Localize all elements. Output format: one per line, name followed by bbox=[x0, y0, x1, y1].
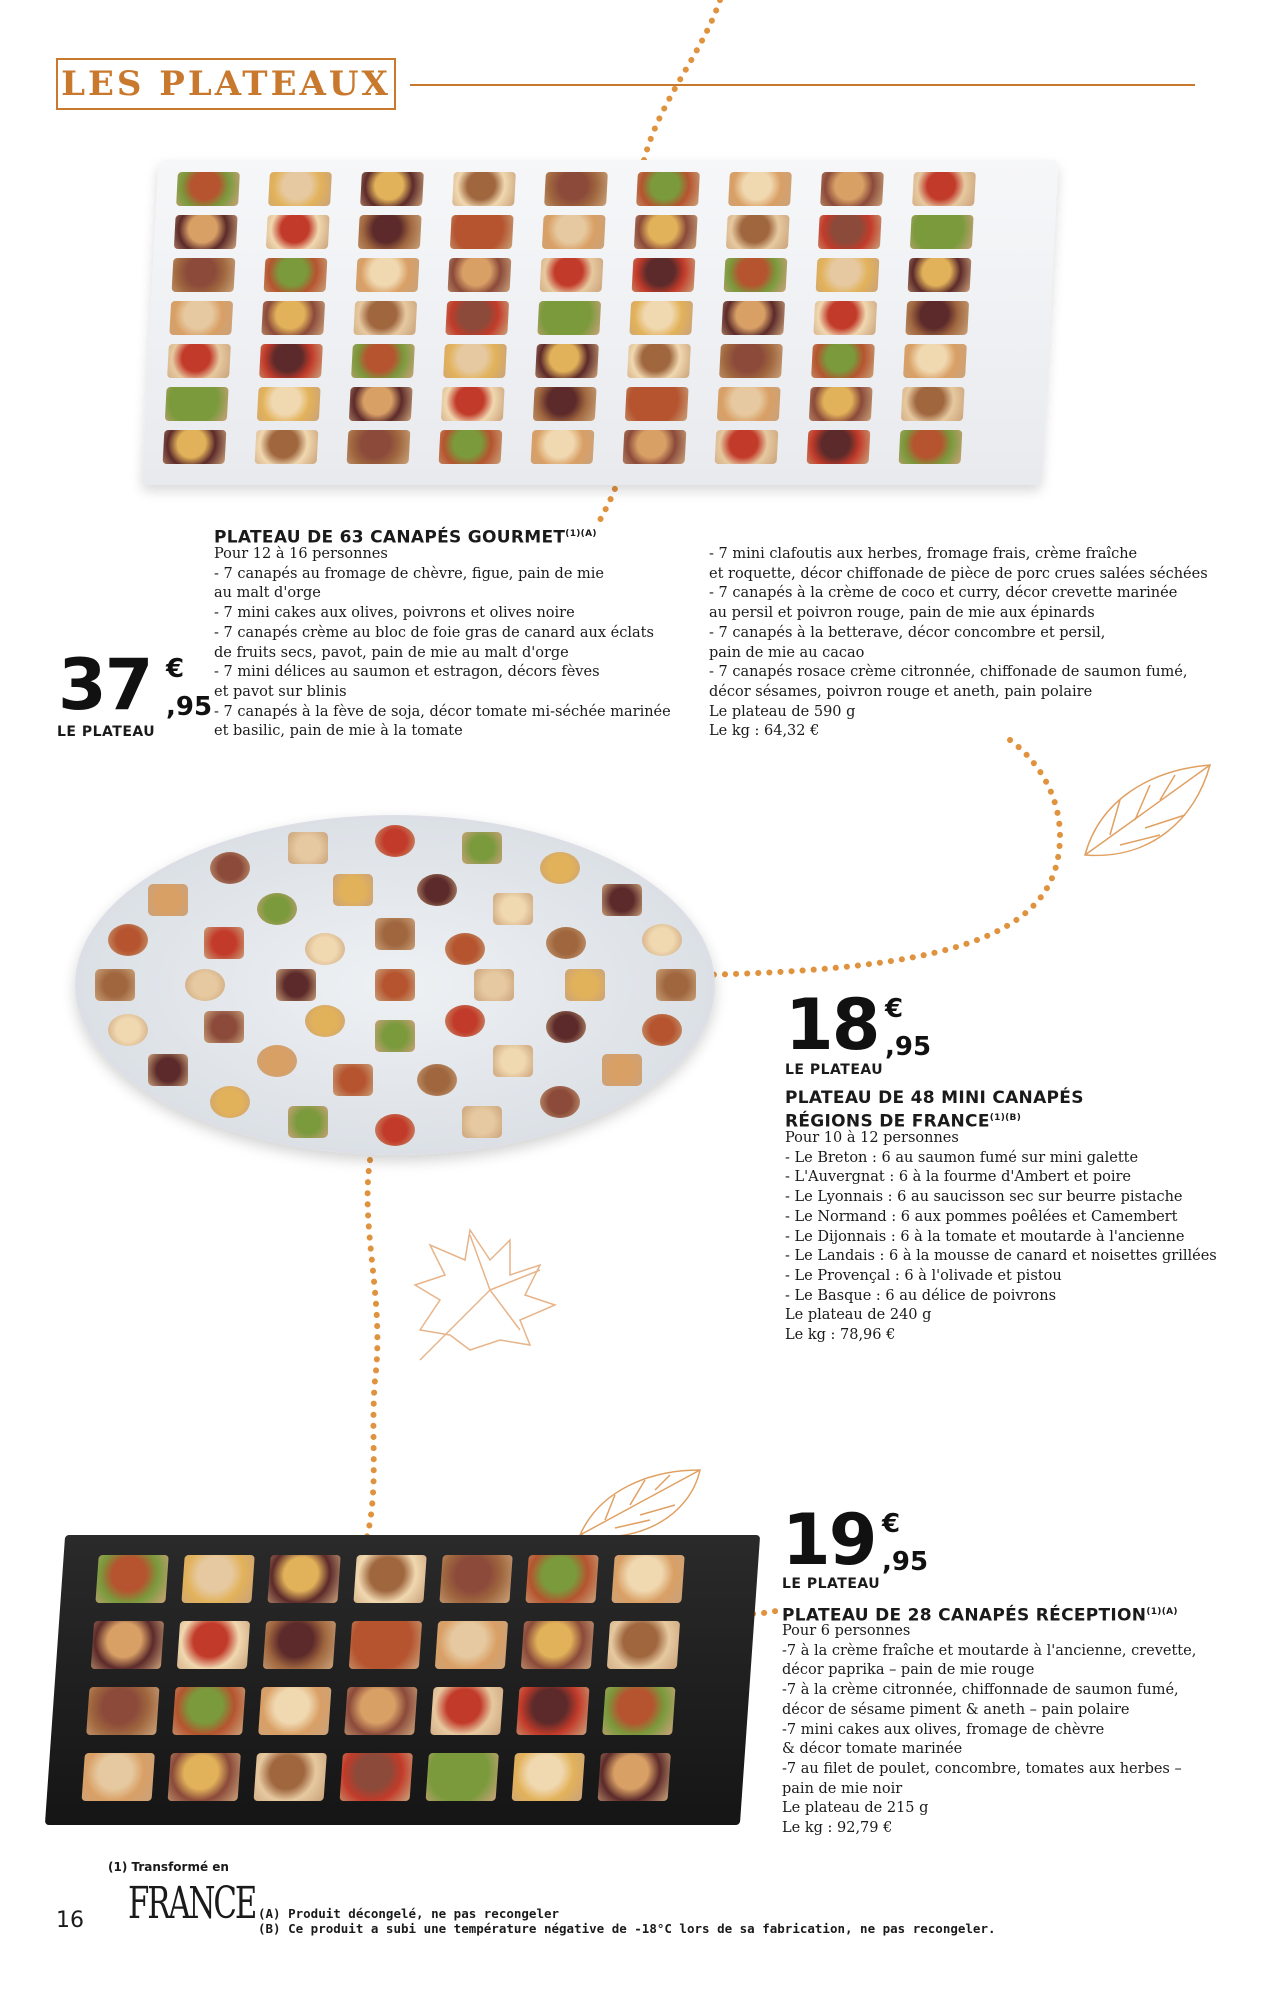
canape bbox=[537, 301, 601, 335]
description-line: - 7 canapés au fromage de chèvre, figue, pain de mie bbox=[214, 565, 604, 582]
description-line: - Le Provençal : 6 à l'olivade et pistou bbox=[785, 1267, 1062, 1284]
canape bbox=[257, 387, 321, 421]
canape bbox=[818, 215, 882, 249]
price-plateau-28 bbox=[782, 1499, 942, 1585]
canape bbox=[542, 215, 606, 249]
canape bbox=[417, 874, 457, 906]
price-currency: € bbox=[885, 994, 904, 1024]
product-title-text: PLATEAU DE 63 CANAPÉS GOURMET bbox=[214, 527, 566, 548]
product-title-footnote: (1)(A) bbox=[565, 529, 597, 539]
canape bbox=[809, 387, 873, 421]
canape bbox=[267, 1555, 340, 1603]
canape bbox=[726, 215, 790, 249]
canape bbox=[813, 301, 877, 335]
canape bbox=[177, 1621, 250, 1669]
canape bbox=[441, 387, 505, 421]
price-decimals: ,95 bbox=[885, 1032, 932, 1062]
description-line: décor sésames, poivron rouge et aneth, pain polaire bbox=[709, 683, 1093, 700]
product-image-plateau-28 bbox=[45, 1535, 760, 1825]
canape bbox=[903, 344, 967, 378]
price-decimals: ,95 bbox=[882, 1547, 929, 1577]
canape bbox=[636, 172, 700, 206]
canape bbox=[375, 1020, 415, 1052]
description-line: et pavot sur blinis bbox=[214, 683, 347, 700]
canape bbox=[623, 430, 687, 464]
canape bbox=[172, 1687, 245, 1735]
canape bbox=[349, 1621, 422, 1669]
canape bbox=[632, 258, 696, 292]
canape bbox=[540, 1086, 580, 1118]
description-line: au persil et poivron rouge, pain de mie aux épinards bbox=[709, 605, 1095, 622]
canape bbox=[462, 1106, 502, 1138]
origin-france-logo: FRANCE bbox=[128, 1878, 256, 1929]
price-integer: 37 bbox=[58, 644, 152, 726]
description-line: de fruits secs, pavot, pain de mie au malt d'orge bbox=[214, 644, 569, 661]
description-line: - 7 canapés à la fève de soja, décor tomate mi-séchée marinée bbox=[214, 703, 671, 720]
canape bbox=[811, 344, 875, 378]
canape bbox=[258, 1687, 331, 1735]
price-integer: 19 bbox=[782, 1499, 876, 1581]
canape bbox=[516, 1687, 589, 1735]
price-plateau-63 bbox=[58, 644, 218, 730]
description-line: - Le Dijonnais : 6 à la tomate et moutarde à l'ancienne bbox=[785, 1228, 1185, 1245]
canape bbox=[525, 1555, 598, 1603]
maple-leaf-icon bbox=[415, 1230, 555, 1360]
canape bbox=[358, 215, 422, 249]
canape bbox=[148, 884, 188, 916]
canape bbox=[351, 344, 415, 378]
canape bbox=[439, 1555, 512, 1603]
description-line: Le kg : 64,32 € bbox=[709, 723, 820, 740]
canape bbox=[288, 1106, 328, 1138]
description-line: Pour 6 personnes bbox=[782, 1623, 911, 1639]
canape bbox=[266, 215, 330, 249]
canape bbox=[259, 344, 323, 378]
canape bbox=[82, 1753, 155, 1801]
canape bbox=[375, 918, 415, 950]
product-title bbox=[785, 1088, 1084, 1132]
canape bbox=[288, 832, 328, 864]
canape bbox=[598, 1753, 671, 1801]
canape bbox=[540, 258, 604, 292]
page-number: 16 bbox=[56, 1908, 84, 1933]
canape bbox=[356, 258, 420, 292]
canape bbox=[185, 969, 225, 1001]
canape bbox=[602, 1054, 642, 1086]
canape bbox=[611, 1555, 684, 1603]
dotted-path-middle bbox=[700, 740, 1060, 975]
description-line: pain de mie au cacao bbox=[709, 644, 865, 661]
product-title-footnote: (1)(A) bbox=[1146, 1607, 1178, 1617]
canape bbox=[656, 969, 696, 1001]
canape bbox=[264, 258, 328, 292]
canape bbox=[715, 430, 779, 464]
canape bbox=[719, 344, 783, 378]
price-integer: 18 bbox=[785, 984, 879, 1066]
description-line: décor de sésame piment & aneth – pain polaire bbox=[782, 1701, 1130, 1718]
canape bbox=[210, 852, 250, 884]
canape bbox=[261, 301, 325, 335]
description-line: Pour 12 à 16 personnes bbox=[214, 546, 388, 562]
canape bbox=[95, 969, 135, 1001]
description-line: - 7 mini cakes aux olives, poivrons et olives noire bbox=[214, 605, 575, 622]
canape bbox=[445, 301, 509, 335]
description-line: décor paprika – pain de mie rouge bbox=[782, 1662, 1035, 1679]
canape bbox=[493, 1045, 533, 1077]
canape bbox=[305, 1005, 345, 1037]
price-currency: € bbox=[882, 1509, 901, 1539]
description-line: Le kg : 92,79 € bbox=[782, 1820, 893, 1837]
canape bbox=[91, 1621, 164, 1669]
description-line: & décor tomate marinée bbox=[782, 1741, 963, 1758]
canape bbox=[95, 1555, 168, 1603]
product-description bbox=[785, 1129, 1217, 1346]
canape bbox=[546, 1011, 586, 1043]
canape bbox=[450, 215, 514, 249]
canape bbox=[602, 1687, 675, 1735]
canape bbox=[435, 1621, 508, 1669]
origin-label: (1) Transformé en bbox=[108, 1860, 229, 1874]
canape bbox=[344, 1687, 417, 1735]
description-line: Le plateau de 215 g bbox=[782, 1800, 929, 1817]
canape bbox=[174, 215, 238, 249]
canape bbox=[347, 430, 411, 464]
canape bbox=[448, 258, 512, 292]
canape bbox=[360, 172, 424, 206]
canape bbox=[257, 1045, 297, 1077]
canape bbox=[375, 969, 415, 1001]
canape bbox=[417, 1064, 457, 1096]
canape bbox=[168, 1753, 241, 1801]
canape bbox=[717, 387, 781, 421]
description-line: et basilic, pain de mie à la tomate bbox=[214, 723, 463, 740]
canape bbox=[165, 387, 229, 421]
description-line: -7 à la crème citronnée, chiffonnade de saumon fumé, bbox=[782, 1682, 1179, 1699]
description-line: Le plateau de 590 g bbox=[709, 703, 856, 720]
canape bbox=[728, 172, 792, 206]
footnote-a: (A) Produit décongelé, ne pas recongeler bbox=[258, 1906, 560, 1921]
canape bbox=[353, 301, 417, 335]
description-line: - Le Basque : 6 au délice de poivrons bbox=[785, 1287, 1057, 1304]
canape bbox=[204, 927, 244, 959]
description-line: au malt d'orge bbox=[214, 585, 321, 602]
canape bbox=[172, 258, 236, 292]
canape bbox=[210, 1086, 250, 1118]
canape bbox=[86, 1687, 159, 1735]
product-title-line1: PLATEAU DE 48 MINI CANAPÉS bbox=[785, 1088, 1084, 1108]
product-image-plateau-48 bbox=[75, 815, 715, 1155]
canape bbox=[493, 893, 533, 925]
canape bbox=[910, 215, 974, 249]
canape bbox=[724, 258, 788, 292]
description-line: - Le Breton : 6 au saumon fumé sur mini galette bbox=[785, 1149, 1139, 1166]
canape bbox=[642, 924, 682, 956]
description-line: Le plateau de 240 g bbox=[785, 1307, 932, 1324]
product-description-left bbox=[214, 545, 671, 742]
canape bbox=[607, 1621, 680, 1669]
canape bbox=[521, 1621, 594, 1669]
canape bbox=[462, 832, 502, 864]
description-line: - 7 canapés à la betterave, décor concombre et persil, bbox=[709, 624, 1106, 641]
canape bbox=[430, 1687, 503, 1735]
canape bbox=[445, 933, 485, 965]
canape bbox=[443, 344, 507, 378]
canape bbox=[445, 1005, 485, 1037]
section-title: LES PLATEAUX bbox=[56, 58, 396, 110]
canape bbox=[535, 344, 599, 378]
canape bbox=[426, 1753, 499, 1801]
description-line: - 7 mini délices au saumon et estragon, décors fèves bbox=[214, 664, 600, 681]
canape bbox=[721, 301, 785, 335]
canape bbox=[627, 344, 691, 378]
canape bbox=[905, 301, 969, 335]
canape bbox=[908, 258, 972, 292]
canape bbox=[807, 430, 871, 464]
canape bbox=[263, 1621, 336, 1669]
description-line: -7 mini cakes aux olives, fromage de chèvre bbox=[782, 1721, 1105, 1738]
canape bbox=[533, 387, 597, 421]
canape bbox=[625, 387, 689, 421]
canape bbox=[276, 969, 316, 1001]
canape bbox=[540, 852, 580, 884]
canape bbox=[181, 1555, 254, 1603]
description-line: - Le Normand : 6 aux pommes poêlées et Camembert bbox=[785, 1208, 1178, 1225]
canape bbox=[629, 301, 693, 335]
price-caption: LE PLATEAU bbox=[785, 1062, 884, 1078]
price-caption: LE PLATEAU bbox=[782, 1576, 881, 1592]
canape bbox=[544, 172, 608, 206]
canape bbox=[169, 301, 233, 335]
description-line: - 7 mini clafoutis aux herbes, fromage frais, crème fraîche bbox=[709, 546, 1138, 562]
canape bbox=[474, 969, 514, 1001]
canape bbox=[565, 969, 605, 1001]
canape bbox=[333, 874, 373, 906]
canape bbox=[148, 1054, 188, 1086]
canape bbox=[268, 172, 332, 206]
description-line: - 7 canapés rosace crème citronnée, chiffonade de saumon fumé, bbox=[709, 664, 1188, 681]
header-rule bbox=[410, 84, 1195, 86]
canape bbox=[820, 172, 884, 206]
description-line: -7 à la crème fraîche et moutarde à l'ancienne, crevette, bbox=[782, 1642, 1197, 1659]
price-plateau-48 bbox=[785, 984, 945, 1070]
leaf-icon bbox=[580, 1470, 700, 1537]
price-currency: € bbox=[166, 654, 185, 684]
canape bbox=[634, 215, 698, 249]
footnotes bbox=[258, 1906, 996, 1936]
canape bbox=[255, 430, 319, 464]
canape bbox=[353, 1555, 426, 1603]
canape bbox=[531, 430, 595, 464]
canape bbox=[912, 172, 976, 206]
description-line: Pour 10 à 12 personnes bbox=[785, 1130, 959, 1146]
canape bbox=[512, 1753, 585, 1801]
canape bbox=[439, 430, 503, 464]
description-line: pain de mie noir bbox=[782, 1780, 903, 1797]
canape bbox=[816, 258, 880, 292]
canape bbox=[204, 1011, 244, 1043]
product-description-right bbox=[709, 545, 1208, 742]
description-line: - 7 canapés crème au bloc de foie gras de canard aux éclats bbox=[214, 624, 654, 641]
price-caption: LE PLATEAU bbox=[57, 724, 156, 740]
canape bbox=[254, 1753, 327, 1801]
description-line: - 7 canapés à la crème de coco et curry, décor crevette marinée bbox=[709, 585, 1178, 602]
dotted-path-lower bbox=[365, 1160, 377, 1545]
canape bbox=[176, 172, 240, 206]
product-title-text: PLATEAU DE 28 CANAPÉS RÉCEPTION bbox=[782, 1605, 1147, 1626]
canape bbox=[167, 344, 231, 378]
canape bbox=[452, 172, 516, 206]
canape bbox=[901, 387, 965, 421]
canape bbox=[333, 1064, 373, 1096]
canape bbox=[108, 924, 148, 956]
canape bbox=[899, 430, 963, 464]
product-title-footnote: (1)(B) bbox=[989, 1113, 1022, 1123]
description-line: - Le Landais : 6 à la mousse de canard et noisettes grillées bbox=[785, 1248, 1217, 1265]
leaf-icon bbox=[1085, 765, 1210, 855]
product-image-plateau-63 bbox=[141, 160, 1058, 485]
product-description bbox=[782, 1622, 1196, 1839]
canape bbox=[163, 430, 227, 464]
canape bbox=[375, 825, 415, 857]
description-line: Le kg : 78,96 € bbox=[785, 1327, 896, 1344]
canape bbox=[257, 893, 297, 925]
canape bbox=[349, 387, 413, 421]
description-line: -7 au filet de poulet, concombre, tomates aux herbes – bbox=[782, 1760, 1182, 1777]
price-decimals: ,95 bbox=[166, 692, 213, 722]
canape bbox=[305, 933, 345, 965]
canape bbox=[108, 1014, 148, 1046]
canape bbox=[602, 884, 642, 916]
canape bbox=[546, 927, 586, 959]
product-title-line2: RÉGIONS DE FRANCE bbox=[785, 1111, 990, 1132]
description-line: - Le Lyonnais : 6 au saucisson sec sur beurre pistache bbox=[785, 1189, 1183, 1206]
canape bbox=[375, 1114, 415, 1146]
canape bbox=[340, 1753, 413, 1801]
description-line: - L'Auvergnat : 6 à la fourme d'Ambert et poire bbox=[785, 1169, 1132, 1186]
canape bbox=[642, 1014, 682, 1046]
description-line: et roquette, décor chiffonade de pièce de porc crues salées séchées bbox=[709, 565, 1208, 582]
footnote-b: (B) Ce produit a subi une température négative de -18°C lors de sa fabrication, ne pas recongeler. bbox=[258, 1921, 996, 1936]
